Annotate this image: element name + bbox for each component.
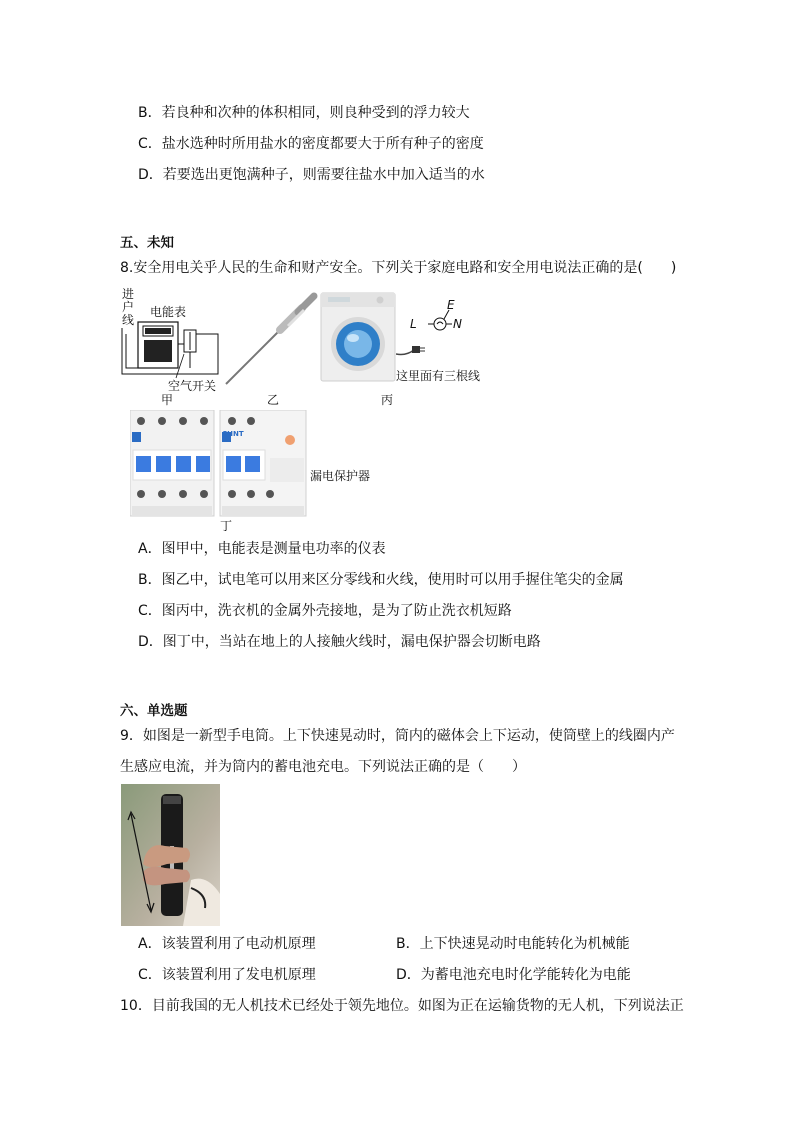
test-pen-image [222, 292, 322, 388]
figure-ding [130, 410, 390, 534]
q9-stem-line2: 生感应电流，并为筒内的蓄电池充电。下列说法正确的是（ ） [120, 759, 526, 775]
flashlight-photo [121, 784, 220, 926]
figure-jia-label: 甲 [161, 393, 174, 407]
breakers-image [130, 410, 308, 518]
jia-hu: 户 [122, 300, 135, 314]
flashlight-image [121, 784, 220, 926]
q9-option-d: D．为蓄电池充电时化学能转化为电能 [396, 967, 631, 983]
ding-brand: CHNT [222, 430, 244, 438]
q8-stem: 8.安全用电关乎人民的生命和财产安全。下列关于家庭电路和安全用电说法正确的是( ) [120, 260, 677, 276]
wire-N: N [453, 317, 462, 331]
figure-bing [320, 292, 490, 410]
q8-option-a: A．图甲中，电能表是测量电功率的仪表 [138, 541, 386, 557]
jia-jin: 进 [122, 287, 135, 301]
q7-option-c: C．盐水选种时所用盐水的密度都要大于所有种子的密度 [138, 136, 484, 152]
q10-stem: 10．目前我国的无人机技术已经处于领先地位。如图为正在运输货物的无人机，下列说法正 [120, 998, 684, 1014]
figure-ding-label: 丁 [220, 519, 233, 533]
q9-stem-line1: 9．如图是一新型手电筒。上下快速晃动时，筒内的磁体会上下运动，使筒壁上的线圈内产 [120, 728, 675, 744]
q9-option-c: C．该装置利用了发电机原理 [138, 967, 316, 983]
jia-meter-label: 电能表 [150, 305, 187, 319]
three-wire-symbol [420, 300, 470, 336]
ding-protector-label: 漏电保护器 [310, 469, 371, 483]
q7-option-d: D．若要选出更饱满种子，则需要往盐水中加入适当的水 [138, 167, 485, 183]
washing-machine-image [320, 292, 398, 384]
figure-yi [222, 292, 322, 410]
q9-option-a: A．该装置利用了电动机原理 [138, 936, 316, 952]
q8-option-d: D．图丁中，当站在地上的人接触火线时，漏电保护器会切断电路 [138, 634, 541, 650]
q8-option-b: B．图乙中，试电笔可以用来区分零线和火线，使用时可以用手握住笔尖的金属 [138, 572, 624, 588]
jia-xian: 线 [122, 313, 135, 327]
q7-option-b: B．若良种和次种的体积相同，则良种受到的浮力较大 [138, 105, 470, 121]
plug-cable-image [396, 336, 426, 364]
figure-jia [118, 284, 228, 407]
section-6-title: 六、单选题 [120, 703, 188, 719]
figure-bing-label: 丙 [381, 393, 394, 407]
wire-L: L [410, 317, 417, 331]
figure-yi-label: 乙 [267, 393, 280, 407]
q8-option-c: C．图丙中，洗衣机的金属外壳接地，是为了防止洗衣机短路 [138, 603, 512, 619]
jia-switch-label: 空气开关 [168, 379, 217, 393]
section-5-title: 五、未知 [120, 235, 174, 251]
wire-E: E [447, 298, 455, 312]
q9-option-b: B．上下快速晃动时电能转化为机械能 [396, 936, 630, 952]
bing-note: 这里面有三根线 [396, 369, 481, 383]
